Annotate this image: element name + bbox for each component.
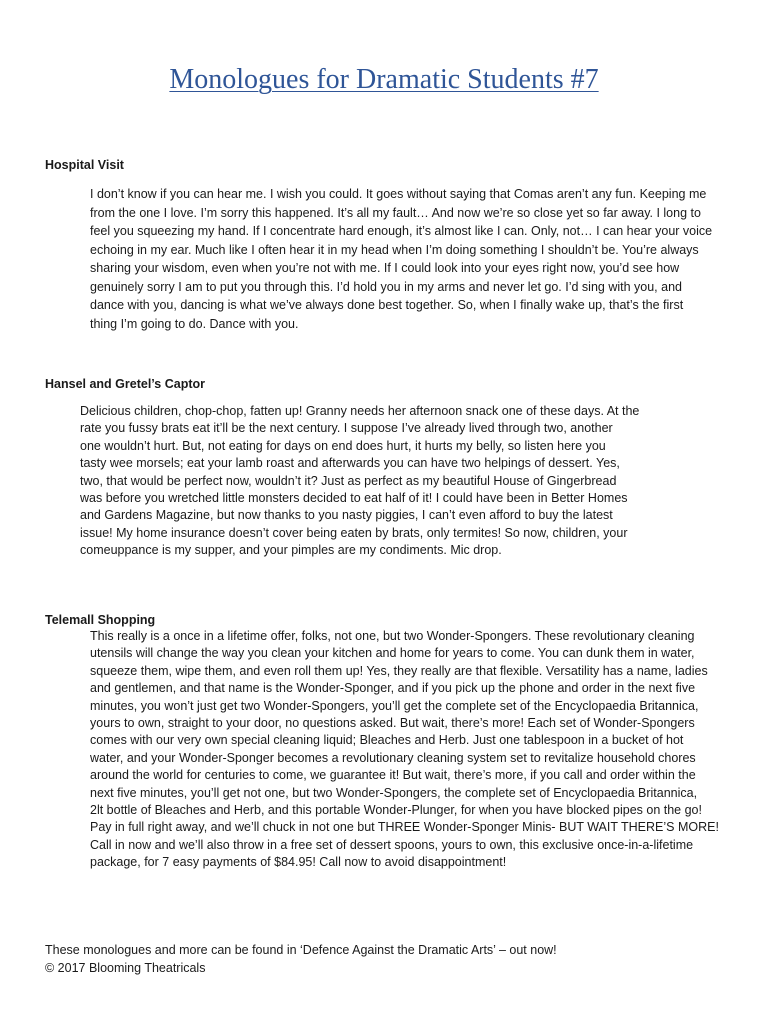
monologue-text-telemall: This really is a once in a lifetime offer, folks, not one, but two Wonder-Spongers. These revolutionary cleaning utensils will change the way you clean your kitchen and home for years to come. You can dunk them in water, squeeze them, wipe them, and even roll them up! Yes, they really are that flexible. Versatility has a name, ladies and gentlemen, and that name is the Wonder-Sponger, and if you pick up the phone and order in the next five minutes, you won’t just get two Wonder-Spongers, you’ll get the complete set of the Encyclopaedia Britannica, yours to own, straight to your door, no questions asked. But wait, there’s more! Each set of Wonder-Spongers comes with our very own special cleaning liquid; Bleaches and Herb. Just one tablespoon in a bucket of hot water, and your Wonder-Sponger becomes a revolutionary cleaning system set to revitalize household chores around the world for centuries to come, we guarantee it! But wait, there’s more, if you call and order within the next five minutes, you’ll get not one, but two Wonder-Spongers, the complete set of Encyclopaedia Britannica, 2lt bottle of Bleaches and Herb, and this portable Wonder-Plunger, for when you have blocked pipes on the go! Pay in full right away, and we’ll chuck in not one but THREE Wonder-Sponger Minis- BUT WAIT THERE’S MORE! Call in now and we’ll also throw in a free set of dessert spoons, yours to own, this exclusive once-in-a-lifetime package, for 7 easy payments of $84.95! Call now to avoid disappointment! [90,629,719,870]
footer-note: These monologues and more can be found in ‘Defence Against the Dramatic Arts’ – out now! [45,943,557,957]
monologue-text-hansel-gretel: Delicious children, chop-chop, fatten up! Granny needs her afternoon snack one of these days. At the rate you fussy brats eat it’ll be the next century. I suppose I’ve already lived through two, another one wouldn’t hurt. But, not eating for days on end does hurt, it hurts my belly, so listen here you tasty wee morsels; eat your lamb roast and afterwards you can have two helpings of dessert. Yes, two, that would be perfect now, wouldn’t it? Just as perfect as my beautiful House of Gingerbread was before you wretched little monsters decided to eat half of it! I could have been in Better Homes and Gardens Magazine, but now thanks to you nasty piggies, I can’t even afford to buy the latest issue! My home insurance doesn’t cover being eaten by brats, only termites! So now, children, your comeuppance is my supper, and your pimples are my condiments. Mic drop. [80,404,640,558]
monologue-heading-telemall: Telemall Shopping [45,613,156,627]
monologue-text-hospital-visit: I don’t know if you can hear me. I wish you could. It goes without saying that Comas aren’t any fun. Keeping me from the one I love. I’m sorry this happened. It’s all my fault… And now we’re so close yet so far away. I long to feel you squeezing my hand. If I concentrate hard enough, it’s almost like I can. Only, not… I can hear your voice echoing in my ear. Much like I often hear it in my head when I’m doing something I shouldn’t be. You’re always sharing your wisdom, even when you’re not with me. If I could look into your eyes right now, you’d see how genuinely sorry I am to put you through this. I’d hold you in my arms and never let go. I’d sing with you, and dance with you, dancing is what we’ve always done best together. So, when I finally wake up, that’s the first thing I’m going to do. Dance with you. [90,187,713,331]
monologue-heading-hospital-visit: Hospital Visit [45,158,124,172]
page-title: Monologues for Dramatic Students #7 [169,64,599,95]
footer-copyright: © 2017 Blooming Theatricals [45,961,206,975]
monologue-heading-hansel-gretel: Hansel and Gretel’s Captor [45,377,205,391]
